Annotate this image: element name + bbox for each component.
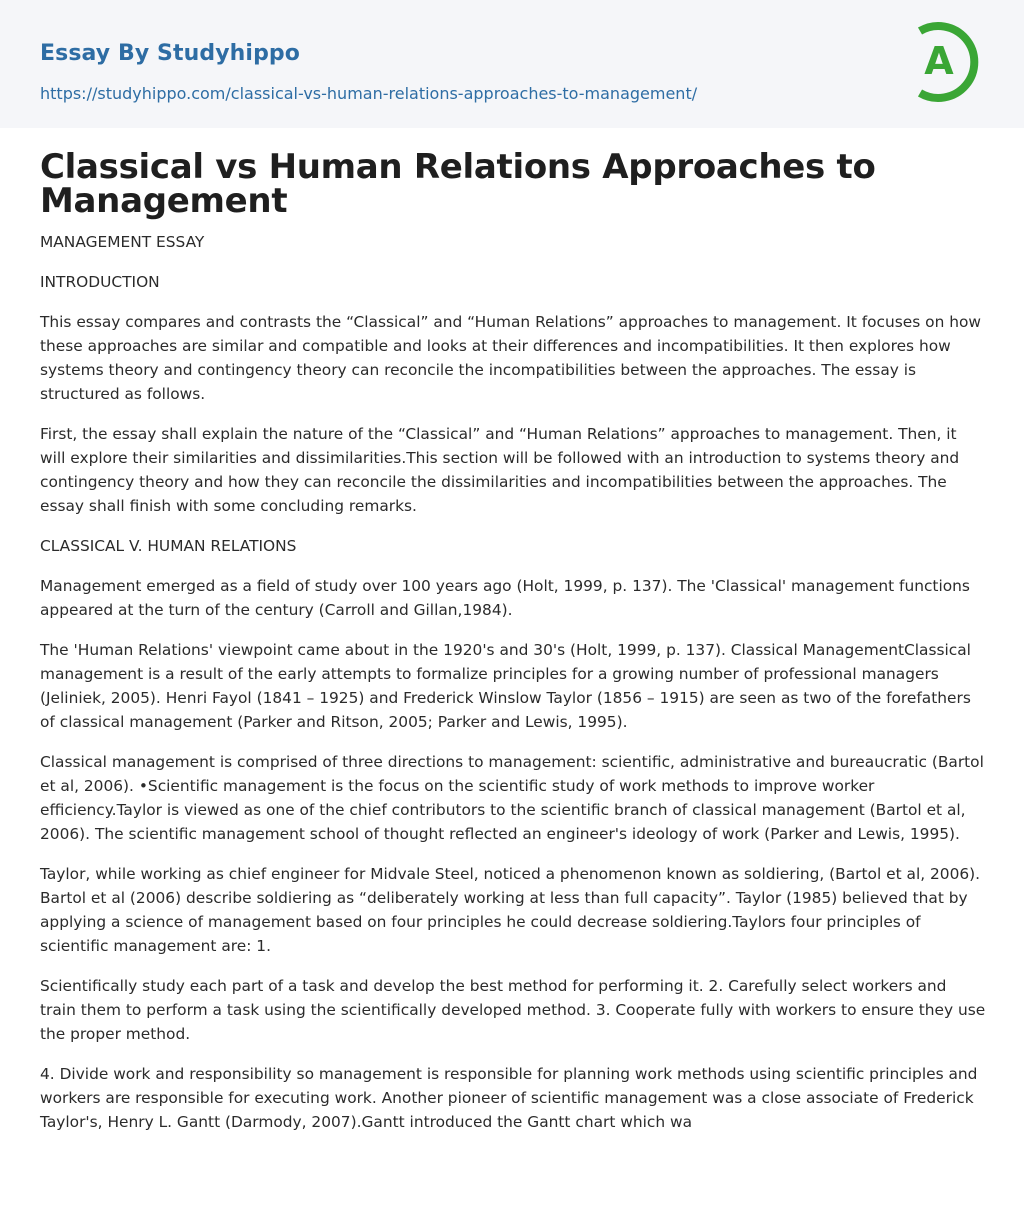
logo-letter: A	[924, 39, 954, 83]
paragraph: The 'Human Relations' viewpoint came about in the 1920's and 30's (Holt, 1999, p. 137). Classical ManagementClassical management is a result of the early attempts to formalize principles for a growing number of professional managers (Jeliniek, 2005). Henri Fayol (1841 – 1925) and Frederick Winslow Taylor (1856 – 1915) are seen as two of the forefathers of classical management (Parker and Ritson, 2005; Parker and Lewis, 1995).	[40, 641, 971, 731]
section-label: MANAGEMENT ESSAY	[40, 233, 205, 251]
paragraph: First, the essay shall explain the nature of the “Classical” and “Human Relations” approaches to management. Then, it will explore their similarities and dissimilarities.This section will be followed with an introduction to systems theory and contingency theory and how they can reconcile the dissimilarities and incompatibilities between the approaches. The essay shall finish with some concluding remarks.	[40, 425, 960, 515]
section-heading: CLASSICAL V. HUMAN RELATIONS	[40, 537, 297, 555]
studyhippo-logo-icon[interactable]	[908, 17, 988, 107]
paragraph: Scientifically study each part of a task and develop the best method for performing it. 2. Carefully select workers and train them to perform a task using the scientifically developed method. 3. Cooperate fully with workers to ensure they use the proper method.	[40, 977, 986, 1043]
paragraph: Classical management is comprised of three directions to management: scientific, administrative and bureaucratic (Bartol et al, 2006). •Scientific management is the focus on the scientific study of work methods to improve worker efficiency.Taylor is viewed as one of the chief contributors to the scientific branch of classical management (Bartol et al, 2006). The scientific management school of thought reflected an engineer's ideology of work (Parker and Lewis, 1995).	[40, 753, 984, 843]
paragraph: Management emerged as a field of study over 100 years ago (Holt, 1999, p. 137). The 'Classical' management functions appeared at the turn of the century (Carroll and Gillan,1984).	[40, 577, 970, 619]
article-title: Classical vs Human Relations Approaches to Management	[40, 147, 876, 221]
source-url-link[interactable]: https://studyhippo.com/classical-vs-human-relations-approaches-to-management/	[40, 84, 698, 103]
site-brand[interactable]: Essay By Studyhippo	[40, 41, 300, 66]
paragraph: Taylor, while working as chief engineer for Midvale Steel, noticed a phenomenon known as soldiering, (Bartol et al, 2006). Bartol et al (2006) describe soldiering as “deliberately working at less than full capacity”. Taylor (1985) believed that by applying a science of management based on four principles he could decrease soldiering.Taylors four principles of scientific management are: 1.	[40, 865, 981, 955]
site-header	[0, 0, 1024, 128]
article	[40, 147, 986, 1150]
paragraph: This essay compares and contrasts the “Classical” and “Human Relations” approaches to management. It focuses on how these approaches are similar and compatible and looks at their differences and incompatibilities. It then explores how systems theory and contingency theory can reconcile the incompatibilities between the approaches. The essay is structured as follows.	[40, 313, 981, 403]
section-heading: INTRODUCTION	[40, 273, 160, 291]
paragraph: 4. Divide work and responsibility so management is responsible for planning work methods using scientific principles and workers are responsible for executing work. Another pioneer of scientific management was a close associate of Frederick Taylor's, Henry L. Gantt (Darmody, 2007).Gantt introduced the Gantt chart which wa	[40, 1065, 978, 1131]
